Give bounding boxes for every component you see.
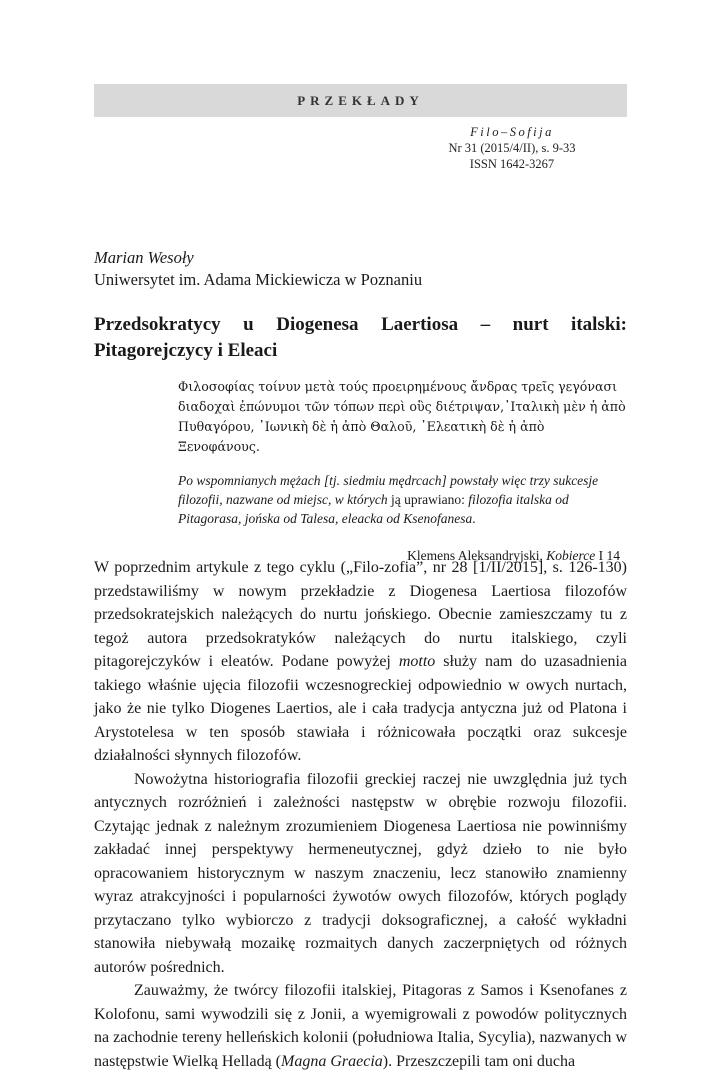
- attribution-work: Kobierce: [546, 548, 596, 563]
- motto-block: [178, 377, 630, 565]
- attribution-ref: I 14: [598, 548, 620, 563]
- journal-info: [397, 124, 627, 172]
- p3-text-a: Zauważmy, że twórcy filozofii italskiej, Pitagoras z Samos i Ksenofanes z Kolofonu, sami wywodzili się z Jonii, a wyemigrowali z powodów politycznych na zachodnie tereny helleńskich kolonii (południowa Italia, Sycylia), nazwanych w następstwie Wielką Helladą (: [94, 982, 627, 1070]
- p3-text-b: ). Przeszczepili tam oni ducha: [382, 1052, 576, 1070]
- section-header-label: PRZEKŁADY: [297, 92, 424, 108]
- body-paragraph-2: Nowożytna historiografia filozofii greckiej raczej nie uwzględnia już tych antycznych rozróżnień i zależności następstw w obrębie rozwoju filozofii. Czytając jednak z należnym zrozumieniem Diogenesa Laertiosa nie powinniśmy zakładać innej perspektywy hermeneutycznej, gdyż dzieło to nie było opracowaniem historycznym w naszym znaczeniu, lecz stanowiło znamienny wyraz atrakcyjności i popularności żywotów owych filozofów, których poglądy przytaczano tylko wybiorczo z tradycji doksograficznej, a całość wykładni stanowiła niebywałą mozaikę rozmaitych danych zaczerpniętych od różnych autorów pośrednich.: [94, 770, 627, 976]
- article-body: [94, 556, 627, 1073]
- journal-issn: ISSN 1642-3267: [469, 157, 555, 171]
- motto-polish-part-d: .: [472, 511, 476, 526]
- motto-polish: [178, 471, 630, 528]
- journal-name: Filo–Sofija: [470, 125, 554, 139]
- attribution-author: Klemens Aleksandryjski,: [407, 548, 543, 563]
- article-title: Przedsokratycy u Diogenesa Laertiosa – nurt italski: Pitagorejczycy i Eleaci: [94, 314, 627, 361]
- p1-text-b: służy nam do uzasadnienia takiego właśnie ujęcia filozofii wczesnogreckiej odpowiednio w owych nurtach, jako że nie tylko Diogenes Laertios, ale i cała tradycja antyczna już od Platona i Arystotelesa w ten sposób stawiała i różnicowała początki oraz sukcesje działalności słynnych filozofów.: [94, 653, 628, 764]
- journal-issue: Nr 31 (2015/4/II), s. 9-33: [448, 141, 576, 155]
- author-name: Marian Wesoły: [94, 248, 194, 267]
- motto-greek: Φιλοσοφίας τοίνυν μετὰ τούς προειρημένους ἄνδρας τρεῖς γεγόνασι διαδοχαὶ ἐπώνυμοι τῶν τόπων περὶ οὓς διέτριψαν,᾽Ιταλικὴ μὲν ἡ ἀπὸ Πυθαγόρου, ᾽Ιωνικὴ δὲ ἡ ἀπὸ Θαλοῦ, ᾽Ελεατικὴ δὲ ἡ ἀπὸ Ξενοφάνους.: [178, 379, 626, 454]
- motto-polish-part-c: filozofia italska od Pitagorasa, jońska od Talesa, eleacka od Ksenofanesa: [178, 492, 569, 526]
- p1-emphasis: motto: [398, 653, 436, 670]
- p1-text-a: W poprzednim artykule z tego cyklu („Filo-zofia”, nr 28 [1/II/2015], s. 126-130) przedstawiliśmy w nowym przekładzie z Diogenesa Laertiosa filozofów przedsokratejskich należących do nurtu jońskiego. Obecnie zamieszczamy tu z tegoż autora przedsokratyków należących do nurtu italskiego, czyli pitagorejczyków i eleatów. Podane powyżej: [94, 559, 627, 670]
- motto-polish-part-a: Po wspomnianych mężach [tj. siedmiu mędrcach] powstały więc trzy sukcesje filozofii, nazwane od miejsc, w których: [178, 473, 599, 507]
- author-affiliation: Uniwersytet im. Adama Mickiewicza w Poznaniu: [94, 270, 423, 289]
- p3-emphasis: Magna Graecia: [281, 1052, 383, 1070]
- body-paragraph-3: [94, 979, 627, 1073]
- author-block: [94, 247, 634, 291]
- motto-polish-part-b: ją uprawiano:: [390, 492, 465, 507]
- section-header-band: [94, 84, 627, 117]
- body-paragraph-1: [94, 556, 627, 768]
